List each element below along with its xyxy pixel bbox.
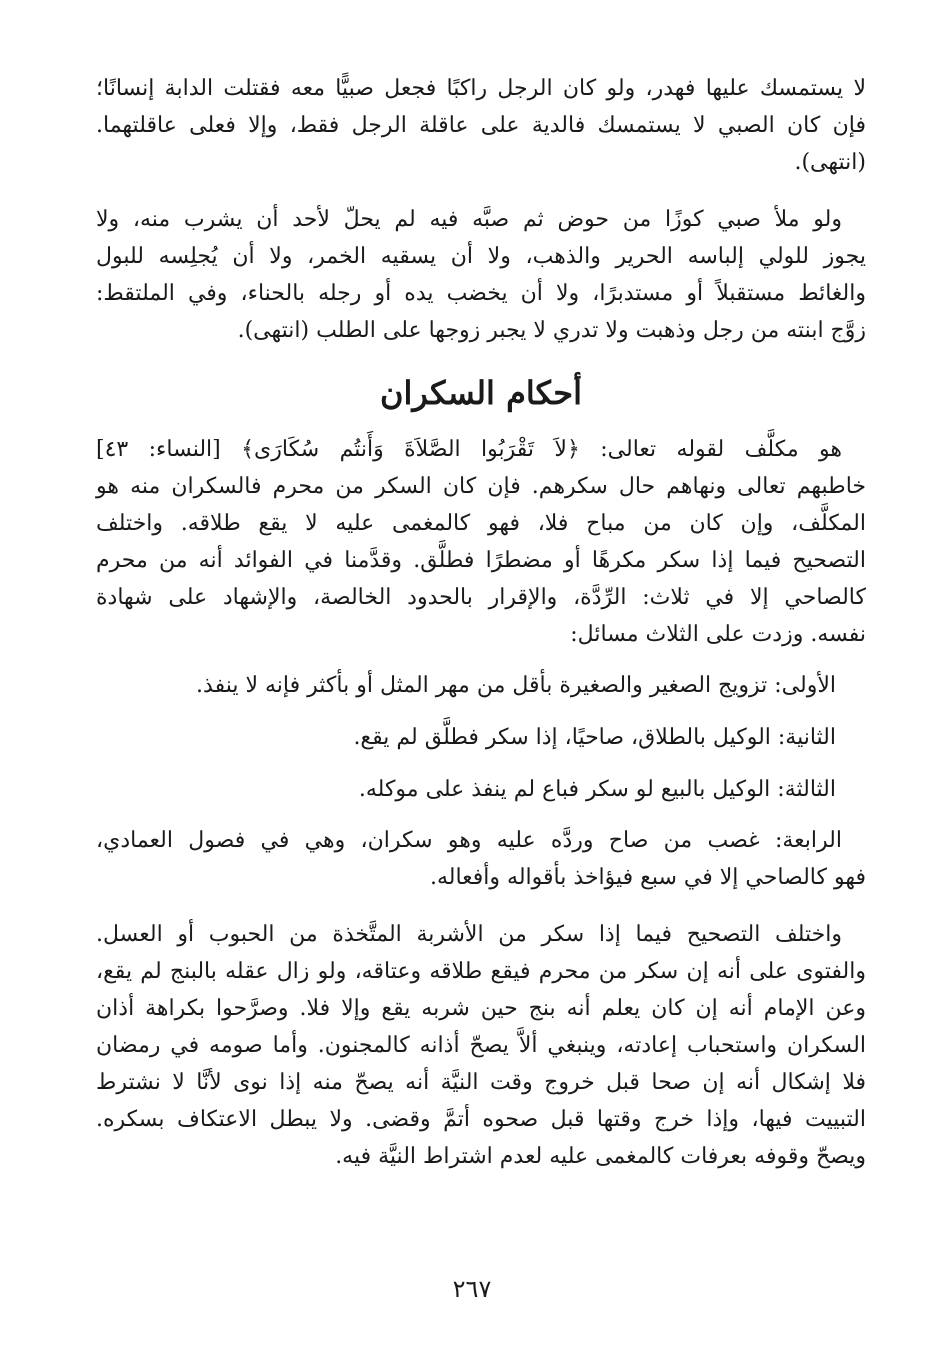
text-line: الرابعة: غصب من صاح وردَّه عليه وهو سكران، وهي في فصول العمادي، (96, 828, 842, 853)
page-body (96, 70, 866, 1175)
text-line: وعن الإمام أنه إن كان يعلم أنه بنج حين شربه يقع وإلا فلا. وصرَّحوا بكراهة أذان (96, 996, 866, 1021)
text-line: السكران واستحباب إعادته، وينبغي ألاَّ يصحّ أذانه كالمجنون. وأما صومه في رمضان (96, 1033, 866, 1058)
text-line: التبييت فيها، وإذا خرج وقتها قبل صحوه أتمَّ وقضى. ولا يبطل الاعتكاف بسكره. (96, 1107, 866, 1132)
text-line: ولو ملأ صبي كوزًا من حوض ثم صبَّه فيه لم يحلّ لأحد أن يشرب منه، ولا (96, 207, 842, 232)
text-line: التصحيح فيما إذا سكر مكرهًا أو مضطرًا فطلَّق. وقدَّمنا في الفوائد أنه من محرم (96, 548, 866, 573)
paragraph-3 (96, 431, 866, 653)
text-line: لا يستمسك عليها فهدر، ولو كان الرجل راكبًا فجعل صبيًّا معه فقتلت الدابة إنسانًا؛ (96, 76, 866, 101)
text-line: نفسه. وزدت على الثلاث مسائل: (570, 622, 866, 647)
spacer (96, 704, 866, 719)
text-line: خاطبهم تعالى ونهاهم حال سكرهم. فإن كان السكر من محرم فالسكران منه هو (96, 474, 866, 499)
text-line: كالصاحي إلا في ثلاث: الرِّدَّة، والإقرار بالحدود الخالصة، والإشهاد على شهادة (96, 585, 866, 610)
text-line: المكلَّف، وإن كان من مباح فلا، فهو كالمغمى عليه لا يقع طلاقه. واختلف (96, 511, 866, 536)
text-line: فلا إشكال أنه إن صحا قبل خروج وقت النيَّة أنه يصحّ منه إذا نوى لأنَّا لا نشترط (96, 1070, 866, 1095)
spacer (96, 756, 866, 771)
paragraph-4 (96, 822, 866, 896)
text-line: والفتوى على أنه إن سكر من محرم فيقع طلاقه وعتاقه، ولو زال عقله بالبنج لم يقع، (96, 959, 866, 984)
spacer (96, 653, 866, 667)
spacer (96, 808, 866, 822)
text-line: زوَّج ابنته من رجل وذهبت ولا تدري لا يجبر زوجها على الطلب (انتهى). (237, 318, 866, 343)
list-item: الثانية: الوكيل بالطلاق، صاحيًا، إذا سكر فطلَّق لم يقع. (353, 725, 836, 750)
text-line: والغائط مستقبلاً أو مستدبرًا، ولا أن يخضب يده أو رجله بالحناء، وفي الملتقط: (96, 281, 866, 306)
page-number: ٢٦٧ (452, 1275, 492, 1303)
text-line: ويصحّ وقوفه بعرفات كالمغمى عليه لعدم اشتراط النيَّة فيه. (335, 1144, 866, 1169)
text-line: هو مكلَّف لقوله تعالى: ﴿لاَ تَقْرَبُوا الصَّلاَةَ وَأَنتُم سُكَارَى﴾ [النساء: ٤٣] (96, 437, 843, 462)
text-line: (انتهى). (794, 150, 866, 175)
text-line: يجوز للولي إلباسه الحرير والذهب، ولا أن يسقيه الخمر، ولا أن يُجلِسه للبول (96, 244, 866, 269)
list-item: الأولى: تزويج الصغير والصغيرة بأقل من مهر المثل أو بأكثر فإنه لا ينفذ. (196, 673, 836, 698)
text-line: فإن كان الصبي لا يستمسك فالدية على عاقلة الرجل فقط، وإلا فعلى عاقلتهما. (96, 113, 866, 138)
paragraph-5 (96, 916, 866, 1175)
list-item: الثالثة: الوكيل بالبيع لو سكر فباع لم ينفذ على موكله. (358, 777, 836, 802)
spacer (96, 896, 866, 916)
spacer (96, 181, 866, 201)
paragraph-2 (96, 201, 866, 349)
section-heading: أحكام السكران (380, 374, 582, 412)
text-line: فهو كالصاحي إلا في سبع فيؤاخذ بأقواله وأفعاله. (429, 865, 866, 890)
text-line: واختلف التصحيح فيما إذا سكر من الأشربة المتَّخذة من الحبوب أو العسل. (96, 922, 842, 947)
paragraph-1 (96, 70, 866, 181)
